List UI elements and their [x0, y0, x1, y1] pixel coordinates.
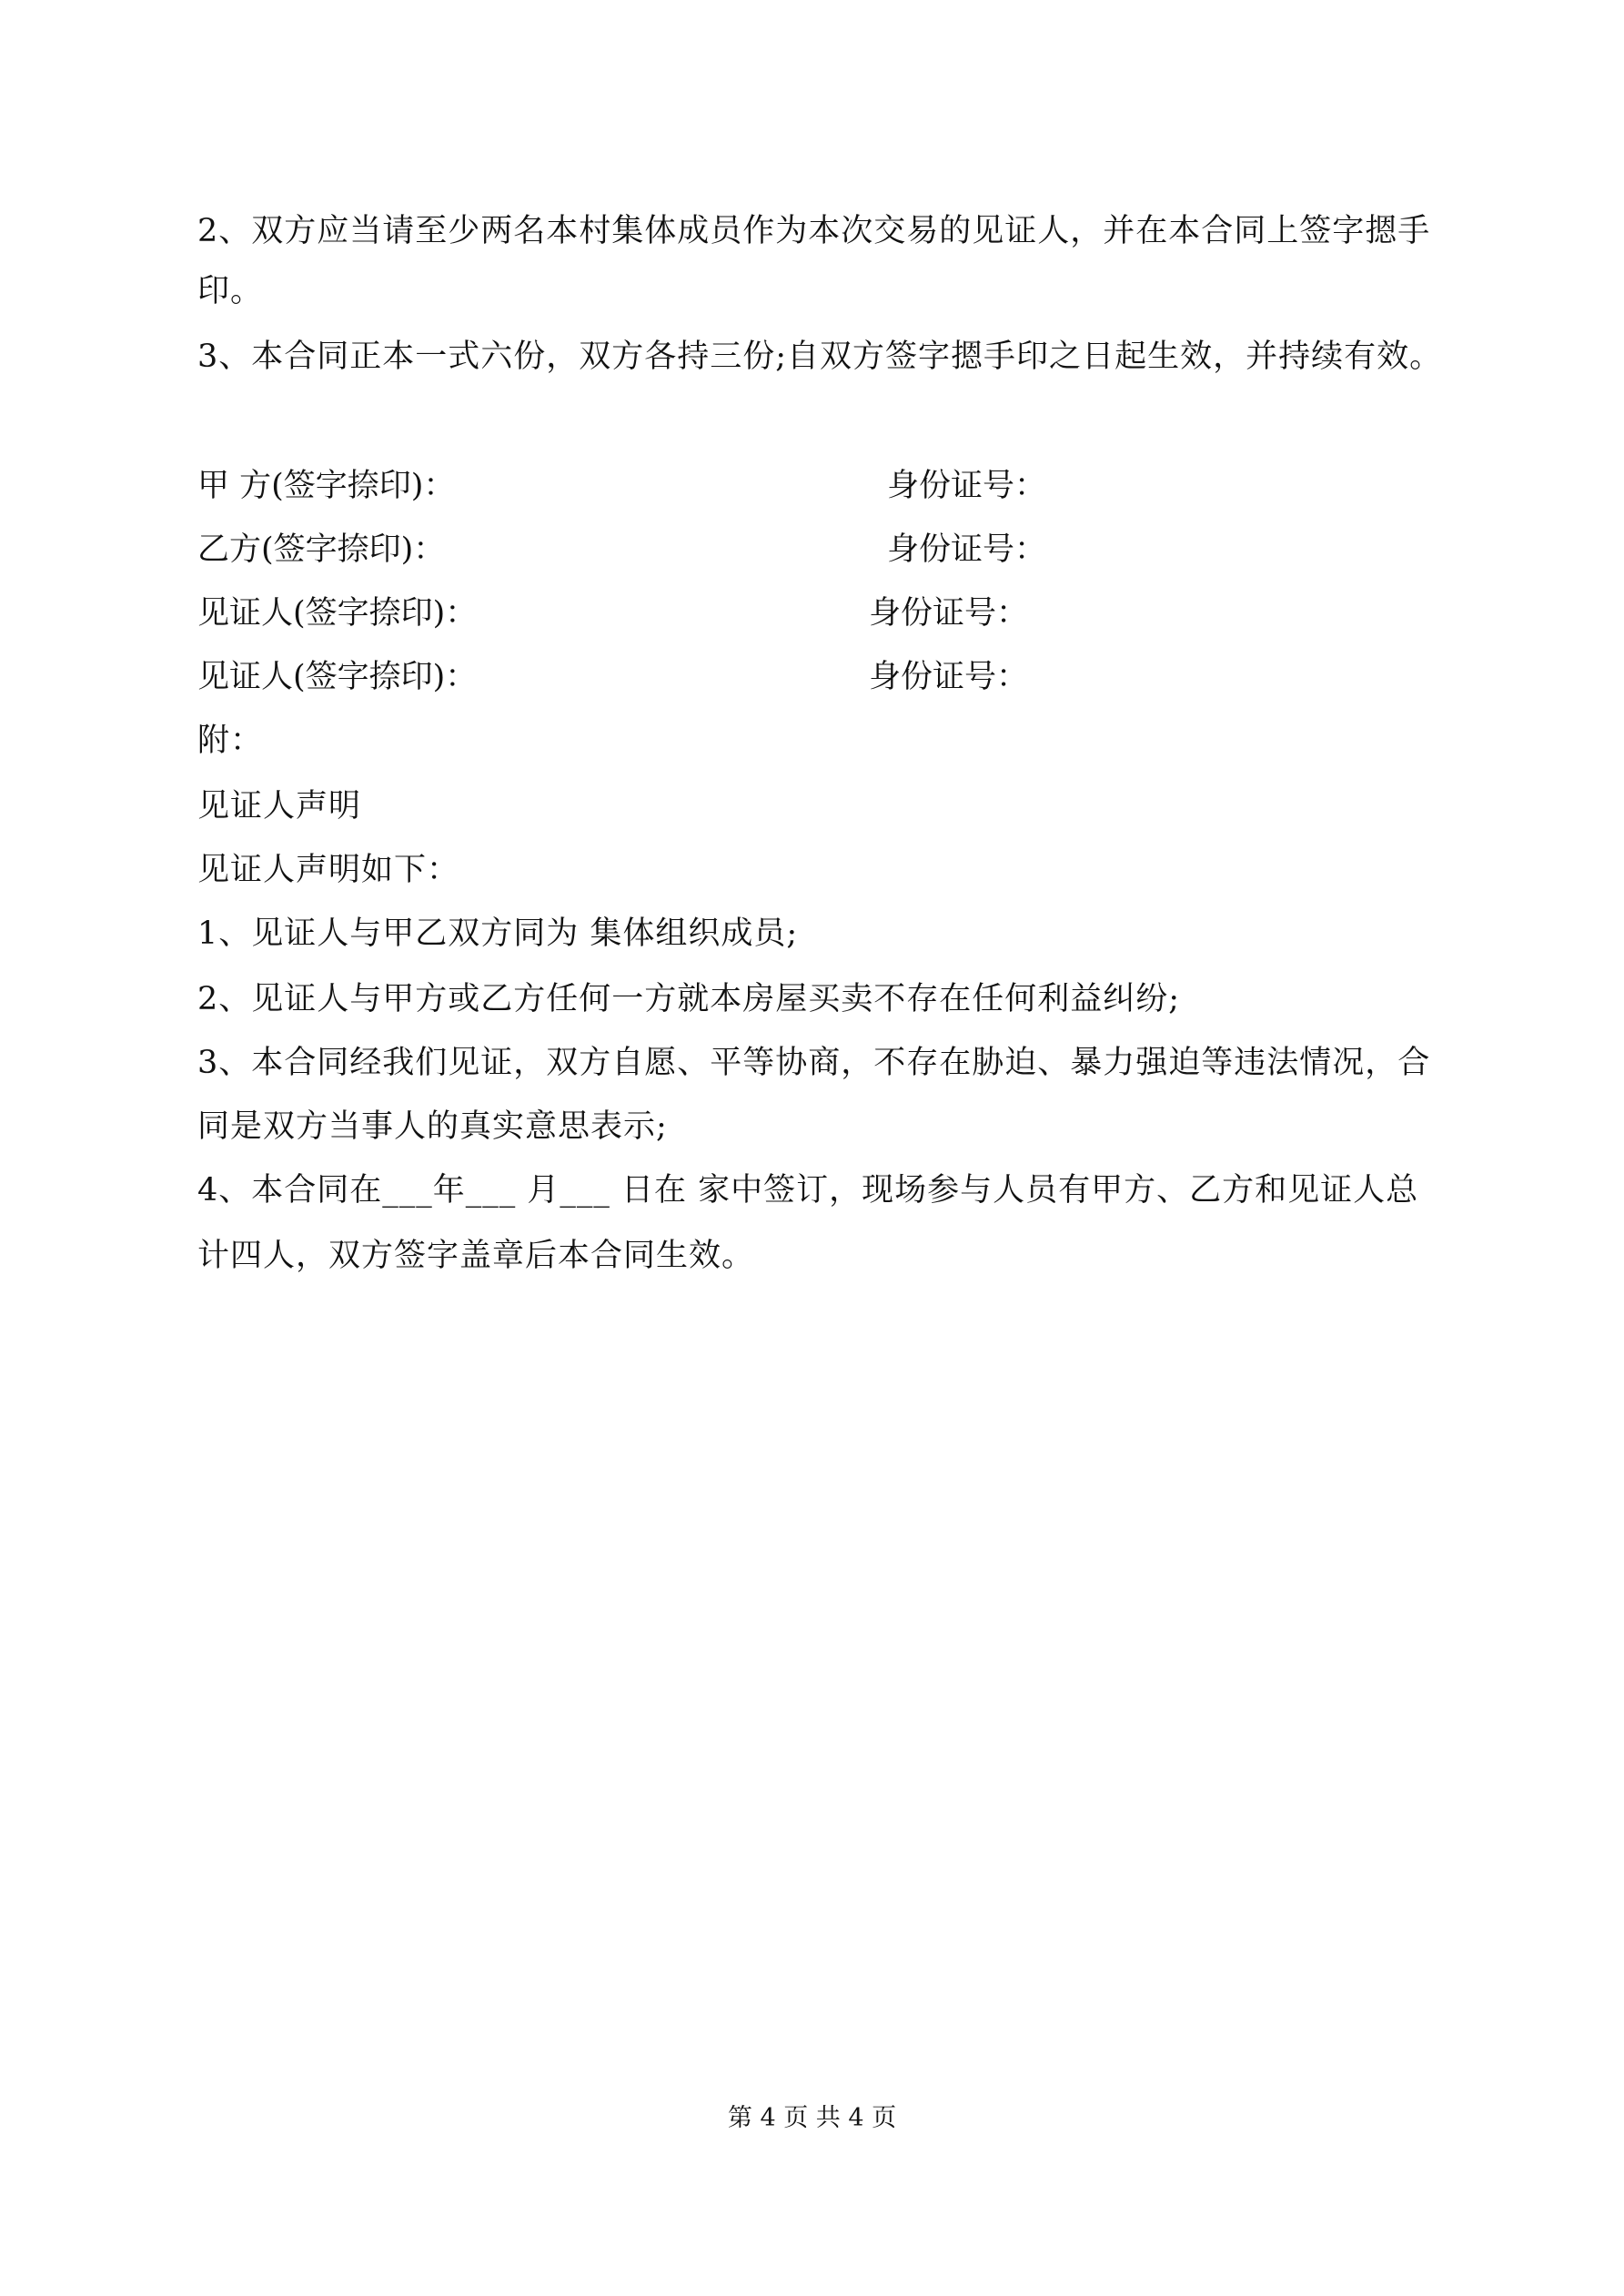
id-number-label: 身份证号：	[869, 659, 1029, 695]
id-number-label: 身份证号：	[887, 468, 1047, 504]
witness-statement-title: 见证人声明	[197, 788, 362, 824]
appendix-label: 附：	[197, 723, 264, 759]
signature-row-party-b	[197, 530, 1471, 570]
id-number-label: 身份证号：	[887, 531, 1047, 568]
signature-label: 乙方(签字捺印)：	[197, 531, 446, 568]
signature-row-party-a	[197, 466, 1471, 506]
witness-statement-intro: 见证人声明如下：	[197, 852, 460, 888]
witness-item-3-line-1: 3、本合同经我们见证，双方自愿、平等协商，不存在胁迫、暴力强迫等违法情况，合	[197, 1045, 1431, 1081]
clause-3: 3、本合同正本一式六份，双方各持三份;自双方签字摁手印之日起生效，并持续有效。	[197, 339, 1443, 375]
signature-row-witness-2	[197, 657, 1471, 697]
signature-label: 见证人(签字捺印)：	[197, 595, 478, 632]
witness-item-4-line-2: 计四人，双方签字盖章后本合同生效。	[197, 1238, 755, 1274]
signature-label: 甲 方(签字捺印)：	[197, 468, 456, 504]
clause-2-line-1: 2、双方应当请至少两名本村集体成员作为本次交易的见证人，并在本合同上签字摁手	[197, 213, 1431, 249]
witness-item-2: 2、见证人与甲方或乙方任何一方就本房屋买卖不存在任何利益纠纷;	[197, 981, 1181, 1017]
witness-item-3-line-2: 同是双方当事人的真实意思表示;	[197, 1108, 668, 1145]
id-number-label: 身份证号：	[869, 595, 1029, 632]
clause-2-line-2: 印。	[197, 273, 264, 309]
witness-item-1: 1、见证人与甲乙双方同为 集体组织成员;	[197, 915, 799, 952]
signature-row-witness-1	[197, 593, 1471, 633]
page-indicator: 第 4 页 共 4 页	[727, 2104, 897, 2132]
signature-label: 见证人(签字捺印)：	[197, 659, 478, 695]
witness-item-4-line-1: 4、本合同在___年___ 月___ 日在 家中签订，现场参与人员有甲方、乙方和见证人总	[197, 1172, 1419, 1209]
